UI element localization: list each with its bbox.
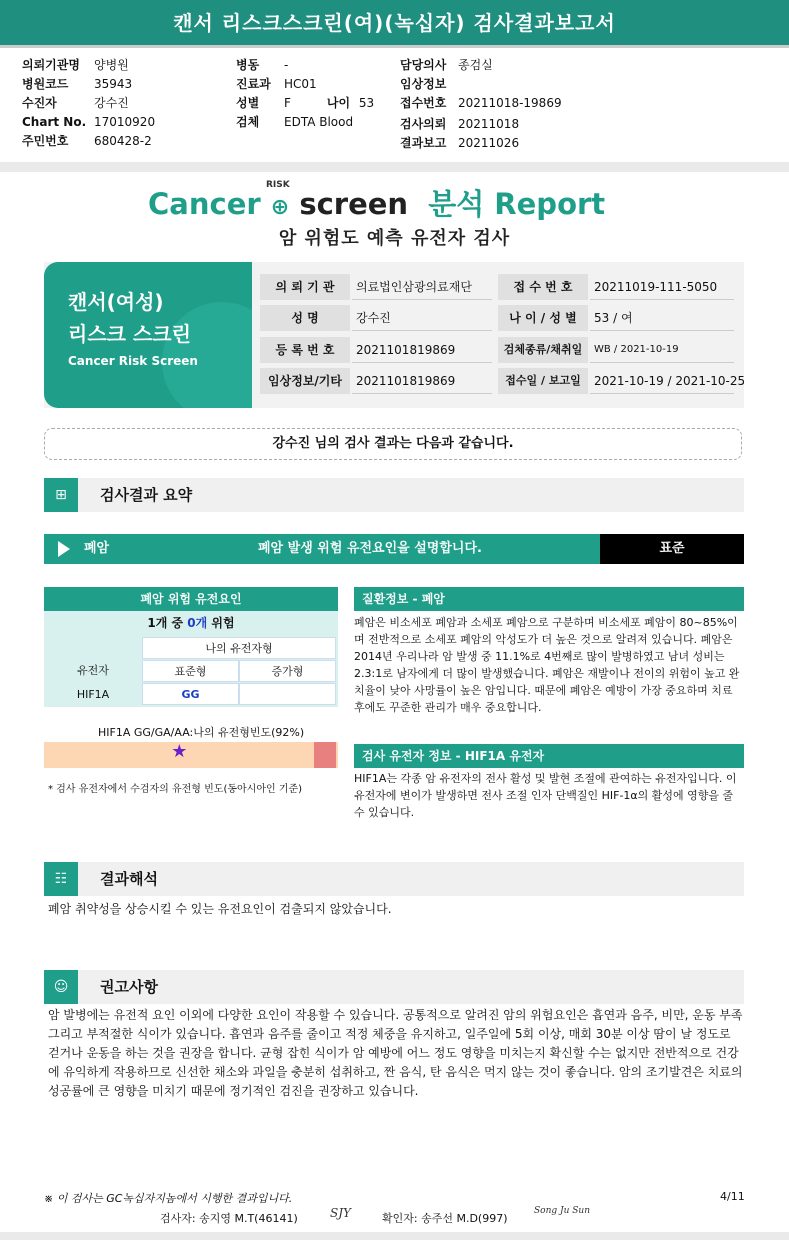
folder-plus-icon: ⊞ (44, 478, 78, 512)
header-value: F (284, 96, 291, 110)
patient-info-box (44, 262, 744, 408)
header-label: 병동 (236, 58, 260, 72)
people-icon: ☺ (44, 970, 78, 1004)
info-value: 2021101819869 (352, 368, 492, 394)
header-value: 종검실 (458, 58, 493, 72)
info-value: WB / 2021-10-19 (590, 337, 734, 363)
info-row (260, 305, 738, 331)
header-label: 나이 (326, 96, 351, 110)
disease-info-title: 질환정보 - 폐암 (354, 587, 744, 611)
info-label: 의 뢰 기 관 (260, 274, 350, 300)
summary-title: 검사결과 요약 (100, 486, 193, 504)
header-value: 강수진 (94, 96, 129, 110)
banner-title-2: 리스크 스크린 (68, 322, 191, 346)
header-label: Chart No. (22, 115, 87, 129)
header-label: 임상정보 (400, 77, 447, 91)
info-value: 강수진 (352, 305, 492, 331)
lung-description: 폐암 발생 위험 유전요인을 설명합니다. (258, 541, 482, 556)
risk-count-post: 위험 (207, 616, 235, 630)
info-value: 2021101819869 (352, 337, 492, 363)
info-value: 의료법인삼광의료재단 (352, 274, 492, 300)
gene-column-label: 유전자 (77, 664, 109, 677)
recommendation-text: 암 발병에는 유전적 요인 이외에 다양한 요인이 작용할 수 있습니다. 공통적으로 알려진 암의 위험요인은 흡연과 음주, 비만, 운동 부족 그리고 부적절한 식이가 있습니다. 흡연과 음주를 줄이고 적정 체중을 유지하고, 일주일에 5회 이상, 매회 30분 이상 땀이 날 정도로 걷거나 운동을 하는 것을 권장을 합니다. 균형 잡힌 식이가 암 예방에 어느 정도 영향을 미치는지 확신할 수는 없지만 전반적으로 건강에 유익하게 작용하므로 신선한 채소와 과일을 충분히 섭취하고, 짠 음식, 탄 음식은 먹지 않는 것이 좋습니다. 암의 조기발견은 치료의 성공률에 큰 영향을 미치기 때문에 정기적인 검진을 권장하고 있습니다. (48, 1008, 743, 1098)
cancer-screen-logo (148, 182, 668, 222)
standard-genotype: GG (142, 683, 239, 705)
header-col-2 (236, 56, 374, 132)
info-label: 검체종류/채취일 (498, 337, 588, 363)
frequency-bar (44, 742, 338, 768)
header-label: 진료과 (236, 77, 271, 91)
info-value: 20211019-111-5050 (590, 274, 734, 300)
risk-count-pre: 1개 중 (147, 616, 188, 630)
logo-risk: RISK (266, 180, 290, 190)
header-value: HC01 (284, 77, 317, 91)
confirmer: 확인자: 송주선 M.D(997) (382, 1212, 508, 1225)
increased-header: 증가형 (239, 660, 336, 682)
disease-info-text: 폐암은 비소세포 폐암과 소세포 폐암으로 구분하며 비소세포 폐암이 80~85%이며 전반적으로 소세포 폐암의 악성도가 더 높은 것으로 알려져 있습니다. 폐암은 2014년 우리나라 암 발생 중 11.1%로 4번째로 많이 발병하였고 남녀 성비는 2.3:1로 남자에게 더 많이 발생했습니다. 폐암은 재발이나 전이의 위험이 높고 완치율이 낮아 사망률이 높은 암입니다. 때문에 폐암은 예방이 가장 중요하며 치료 후에도 꾸준한 관리가 매우 중요합니다. (354, 616, 740, 714)
header-value: - (284, 58, 289, 72)
header-value: 680428-2 (94, 134, 152, 148)
gene-name: HIF1A (76, 688, 110, 701)
header-value: 20211018 (458, 117, 520, 131)
page-number: 4/11 (720, 1190, 745, 1203)
header-value: 20211018-19869 (458, 96, 562, 110)
info-row (260, 368, 746, 394)
risk-count (44, 611, 338, 635)
genetic-table-title: 폐암 위험 유전요인 (44, 587, 338, 611)
interpretation-text: 폐암 취약성을 상승시킬 수 있는 유전요인이 검출되지 않았습니다. (48, 902, 392, 916)
banner-title-1: 캔서(여성) (68, 290, 164, 314)
logo-cancer: Cancer (148, 187, 261, 221)
greeting-box: 강수진 님의 검사 결과는 다음과 같습니다. (44, 428, 742, 460)
info-label: 나 이 / 성 별 (498, 305, 588, 331)
header-col-3 (400, 56, 562, 153)
info-row (260, 274, 738, 300)
header-label: 담당의사 (400, 58, 447, 72)
lung-status: 표준 (600, 534, 744, 564)
gene-info-title: 검사 유전자 정보 - HIF1A 유전자 (354, 744, 744, 768)
confirmer-signature: Song Ju Sun (534, 1206, 591, 1216)
logo-cross-icon: ⊕ (270, 195, 290, 220)
recommendation-section-header (44, 970, 744, 1004)
header-label: 수진자 (22, 96, 57, 110)
header-label: 주민번호 (22, 134, 69, 148)
info-label: 등 록 번 호 (260, 337, 350, 363)
play-arrow-icon (58, 541, 70, 557)
genotype-grid (44, 635, 338, 707)
recommendation-title: 권고사항 (100, 978, 158, 996)
star-icon: ★ (171, 741, 188, 762)
info-label: 접 수 번 호 (498, 274, 588, 300)
header-label: 검체 (236, 115, 260, 129)
header-label: 결과보고 (400, 136, 447, 150)
info-value: 2021-10-19 / 2021-10-25 (590, 368, 734, 394)
info-label: 접수일 / 보고일 (498, 368, 588, 394)
banner-english: Cancer Risk Screen (68, 354, 198, 368)
risk-count-num: 0개 (187, 616, 208, 630)
header-label: 성별 (236, 96, 260, 110)
lung-cancer-bar (44, 534, 744, 564)
clipboard-icon: ☷ (44, 862, 78, 896)
age-field (327, 94, 374, 113)
header-value: EDTA Blood (284, 115, 354, 129)
interpretation-section-header (44, 862, 744, 896)
logo-report: 분석 Report (428, 187, 606, 221)
info-label: 임상정보/기타 (260, 368, 350, 394)
frequency-label: HIF1A GG/GA/AA:나의 유전형빈도(92%) (98, 726, 305, 739)
report-title: 캔서 리스크스크린(여)(녹십자) 검사결과보고서 (0, 0, 789, 48)
summary-section-header (44, 478, 744, 512)
header-value: 양병원 (94, 58, 129, 72)
gene-info-text: HIF1A는 각종 암 유전자의 전사 활성 및 발현 조절에 관여하는 유전자입니다. 이 유전자에 변이가 발생하면 전사 조절 인자 단백질인 HIF-1α의 활성에 영향을 줄 수 있습니다. (354, 772, 737, 819)
interpretation-title: 결과해석 (100, 870, 158, 888)
header-value: 53 (358, 96, 375, 110)
test-banner (44, 262, 252, 408)
info-row (260, 337, 738, 363)
header-value: 35943 (94, 77, 133, 91)
frequency-bar-high (314, 742, 336, 768)
tester: 검사자: 송지영 M.T(46141) (160, 1212, 298, 1225)
header-label: 병원코드 (22, 77, 69, 91)
logo-screen: screen (299, 187, 409, 221)
tester-signature: SJY (330, 1206, 351, 1220)
standard-header: 표준형 (142, 660, 239, 682)
report-subtitle: 암 위험도 예측 유전자 검사 (278, 228, 511, 249)
frequency-footnote: * 검사 유전자에서 수검자의 유전형 빈도(동아시아인 기준) (48, 784, 303, 795)
info-value: 53 / 여 (590, 305, 734, 331)
footer-divider (0, 1232, 789, 1240)
header-value: 17010920 (94, 115, 156, 129)
footer-note: ※ 이 검사는 GC녹십자지놈에서 시행한 결과입니다. (44, 1192, 293, 1205)
genetic-factor-table (44, 587, 338, 707)
header-value: 20211026 (458, 136, 520, 150)
header-divider (0, 162, 789, 172)
my-genotype-header: 나의 유전자형 (142, 637, 336, 659)
lung-name: 폐암 (84, 541, 110, 556)
header-label: 검사의뢰 (400, 117, 447, 131)
info-label: 성 명 (260, 305, 350, 331)
header-col-1 (22, 56, 155, 151)
header-label: 의뢰기관명 (22, 58, 80, 72)
header-label: 접수번호 (400, 96, 447, 110)
increased-genotype (239, 683, 336, 705)
